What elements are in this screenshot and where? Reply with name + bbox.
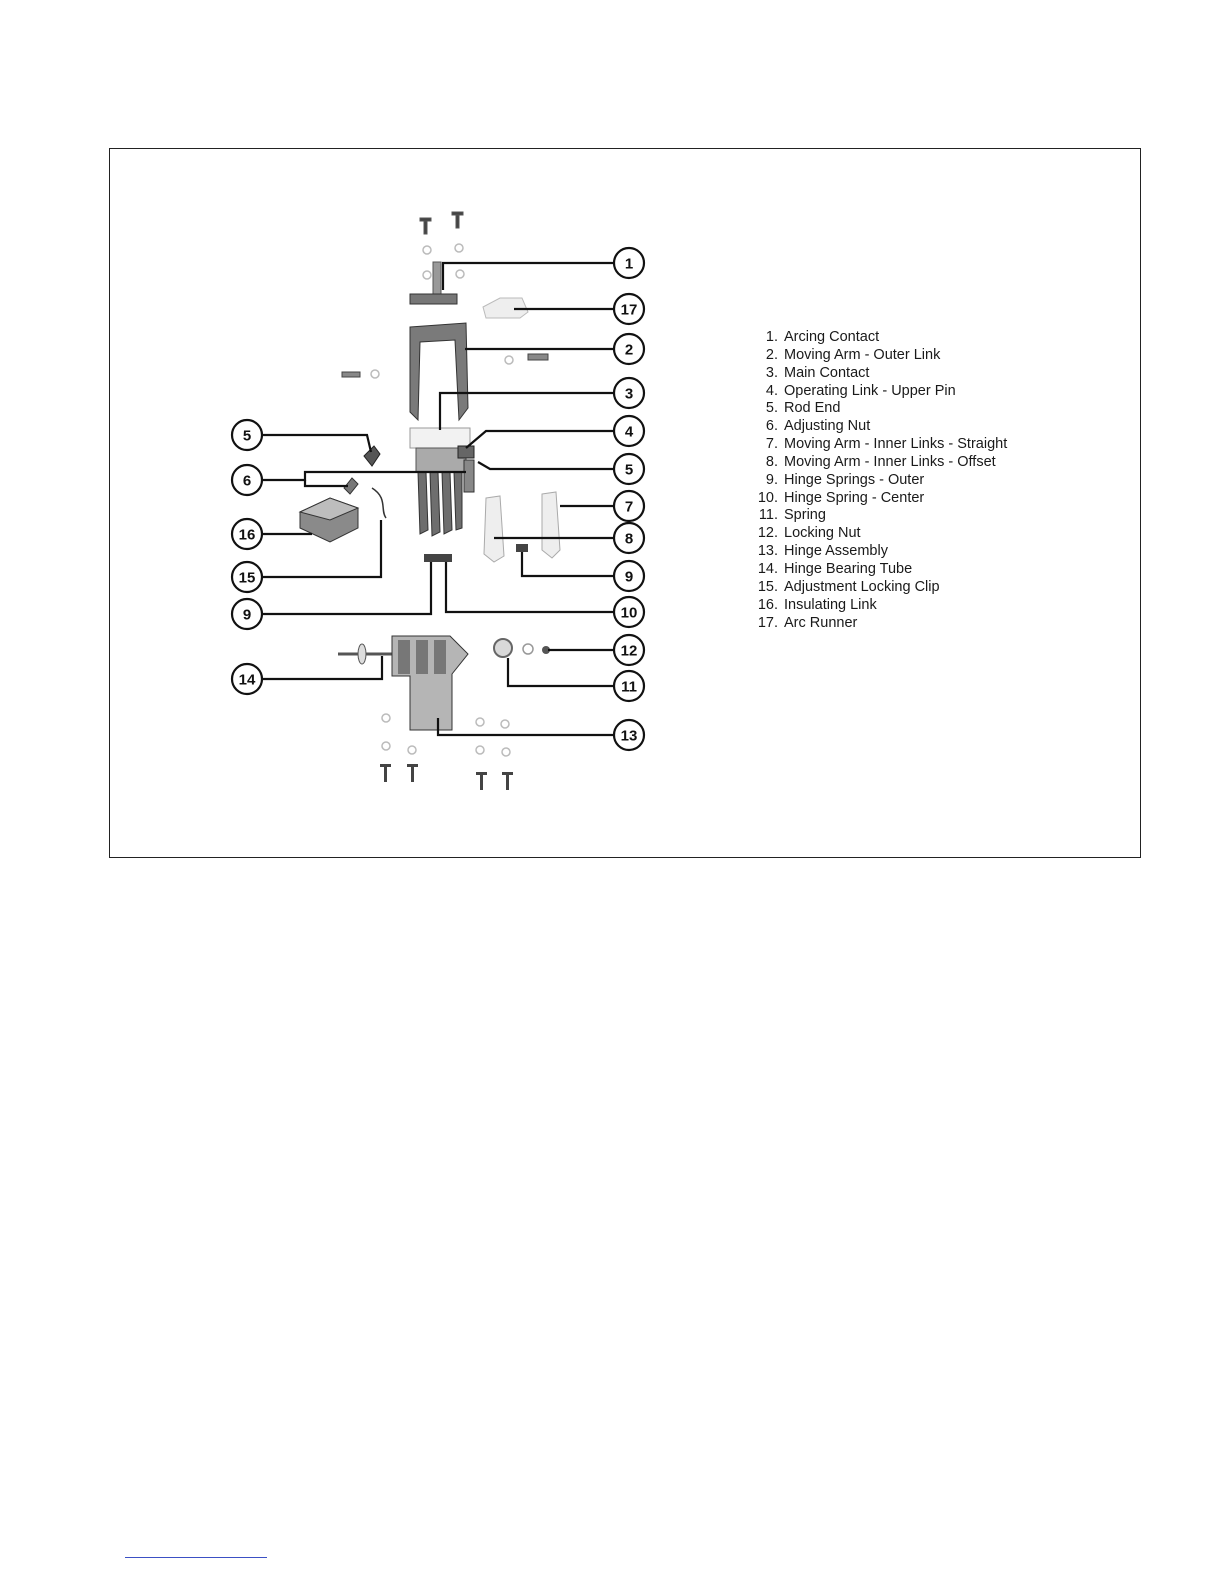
- legend-item: [748, 436, 1007, 454]
- legend-number: 9.: [765, 471, 778, 488]
- leader-11: [508, 658, 614, 686]
- callout-label: 10: [620, 604, 638, 622]
- hinge-springs-part: [424, 544, 528, 562]
- legend-item: [748, 525, 1007, 543]
- callout-5l: [232, 420, 262, 450]
- legend-text: Hinge Bearing Tube: [784, 560, 913, 577]
- callout-label: 15: [238, 569, 256, 587]
- leader-5l: [262, 435, 371, 452]
- spring-washers-part: [494, 639, 550, 657]
- legend-text: Moving Arm - Inner Links - Straight: [784, 436, 1008, 453]
- locking-clip-part: [372, 488, 386, 518]
- straight-inner-link-part: [542, 492, 560, 558]
- leader-10: [446, 562, 614, 612]
- legend-item: [748, 507, 1007, 525]
- callout-14: [232, 664, 262, 694]
- callout-3: [614, 378, 644, 408]
- callout-label: 12: [620, 642, 638, 660]
- rod-end-left-part: [364, 446, 380, 466]
- legend-item: [748, 347, 1007, 365]
- legend-text: Hinge Springs - Outer: [784, 471, 925, 488]
- callout-11: [614, 671, 644, 701]
- legend-item: [748, 329, 1007, 347]
- legend-number: 16.: [757, 596, 778, 613]
- callout-label: 5: [242, 427, 252, 445]
- legend-item: [748, 561, 1007, 579]
- callout-label: 14: [238, 671, 256, 689]
- parts-legend: [748, 329, 1007, 632]
- callout-label: 7: [624, 498, 634, 516]
- legend-text: Hinge Assembly: [784, 543, 888, 560]
- legend-text: Locking Nut: [784, 525, 861, 542]
- legend-text: Rod End: [784, 400, 841, 417]
- callout-label: 1: [624, 255, 634, 273]
- legend-number: 10.: [757, 489, 778, 506]
- leader-9r: [522, 552, 614, 576]
- callout-label: 8: [624, 530, 634, 548]
- callout-9r: [614, 561, 644, 591]
- legend-number: 2.: [765, 346, 778, 363]
- callout-16: [232, 519, 262, 549]
- leader-1: [443, 263, 614, 290]
- legend-text: Arcing Contact: [784, 329, 880, 345]
- callout-4: [614, 416, 644, 446]
- legend-number: 11.: [758, 507, 778, 524]
- legend-item: [748, 543, 1007, 561]
- side-pin-left: [342, 370, 379, 378]
- legend-number: 1.: [765, 329, 778, 345]
- legend-text: Arc Runner: [784, 614, 858, 631]
- callout-17: [614, 294, 644, 324]
- callout-15: [232, 562, 262, 592]
- inner-links-part: [418, 472, 462, 536]
- legend-number: 15.: [757, 578, 778, 595]
- leader-5r: [478, 462, 614, 469]
- legend-item: [748, 400, 1007, 418]
- callout-label: 9: [624, 568, 634, 586]
- legend-text: Adjustment Locking Clip: [784, 578, 940, 595]
- callout-label: 9: [242, 606, 252, 624]
- callout-5r: [614, 454, 644, 484]
- legend-number: 8.: [765, 453, 778, 470]
- callout-label: 2: [624, 341, 634, 359]
- leader-9l: [262, 562, 431, 614]
- legend-item: [748, 365, 1007, 383]
- callout-2: [614, 334, 644, 364]
- legend-item: [748, 597, 1007, 615]
- callout-8: [614, 523, 644, 553]
- callout-label: 16: [238, 526, 256, 544]
- legend-number: 14.: [757, 560, 778, 577]
- legend-number: 5.: [765, 400, 778, 417]
- callout-label: 5: [624, 461, 634, 479]
- callout-1: [614, 248, 644, 278]
- leader-13: [438, 718, 614, 735]
- hinge-bearing-tube-part: [338, 644, 392, 664]
- legend-number: 13.: [757, 543, 778, 560]
- legend-number: 7.: [765, 436, 778, 453]
- callout-7: [614, 491, 644, 521]
- callout-6: [232, 465, 262, 495]
- callout-label: 13: [620, 727, 638, 745]
- callout-label: 4: [624, 423, 634, 441]
- legend-number: 4.: [765, 382, 778, 399]
- legend-text: Adjusting Nut: [784, 418, 871, 435]
- legend-number: 3.: [765, 364, 778, 381]
- callout-label: 17: [620, 301, 638, 319]
- callout-12: [614, 635, 644, 665]
- legend-item: [748, 418, 1007, 436]
- legend-item: [748, 579, 1007, 597]
- top-screws: [420, 212, 463, 234]
- legend-text: Moving Arm - Inner Links - Offset: [784, 453, 996, 470]
- callout-label: 11: [621, 678, 637, 696]
- offset-inner-link-part: [484, 496, 504, 562]
- callout-label: 3: [624, 385, 634, 403]
- legend-number: 6.: [765, 418, 778, 435]
- arcing-contact-part: [410, 262, 457, 304]
- legend-item: [748, 472, 1007, 490]
- insulating-link-part: [300, 498, 358, 542]
- legend-text: Operating Link - Upper Pin: [784, 382, 956, 399]
- legend-item: [748, 454, 1007, 472]
- callout-10: [614, 597, 644, 627]
- legend-text: Insulating Link: [784, 596, 877, 613]
- callout-9l: [232, 599, 262, 629]
- callout-label: 6: [242, 472, 252, 490]
- legend-text: Moving Arm - Outer Link: [784, 346, 941, 363]
- legend-item: [748, 490, 1007, 508]
- hinge-assembly-part: [392, 636, 468, 730]
- legend-text: Spring: [784, 507, 826, 524]
- legend-number: 17.: [757, 614, 778, 631]
- leader-4: [466, 431, 614, 448]
- legend-item: [748, 383, 1007, 401]
- legend-item: [748, 615, 1007, 633]
- leader-6b: [305, 480, 348, 486]
- legend-text: Main Contact: [784, 364, 870, 381]
- footer-rule: [125, 1557, 267, 1558]
- legend-number: 12.: [757, 525, 778, 542]
- legend-text: Hinge Spring - Center: [784, 489, 925, 506]
- bottom-screws: [380, 764, 513, 790]
- callout-13: [614, 720, 644, 750]
- side-pin-right: [505, 354, 548, 364]
